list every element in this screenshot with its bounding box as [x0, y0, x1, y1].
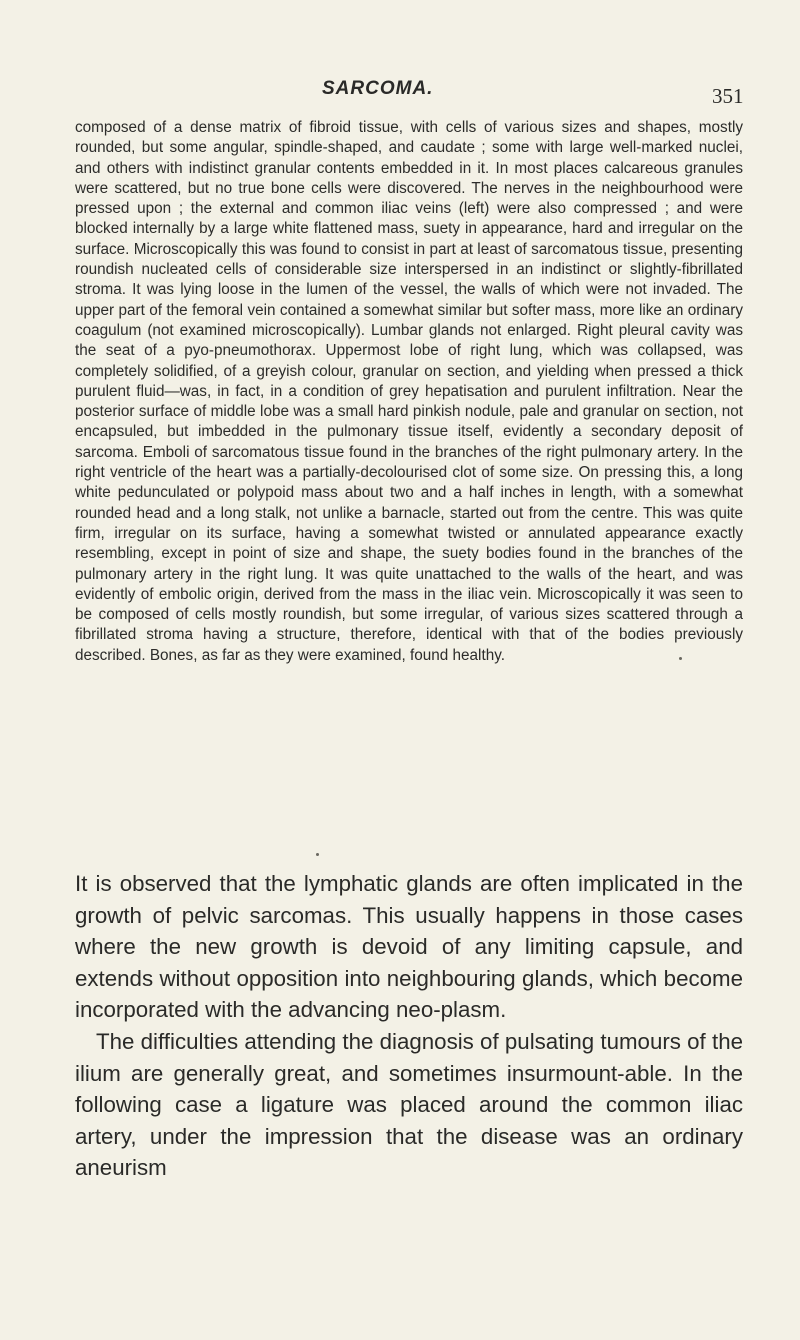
diagnosis-paragraph: The difficulties attending the diagnosis of pulsating tumours of the ilium are generally great, and sometimes insurmount-able. In the following case a ligature was placed around the common iliac artery, under the impression that the disease was an ordinary aneurism — [75, 1028, 743, 1181]
ink-speck — [679, 657, 682, 660]
running-title: SARCOMA. — [322, 78, 434, 99]
running-head — [0, 78, 800, 106]
case-report-paragraph: composed of a dense matrix of fibroid tissue, with cells of various sizes and shapes, mostly rounded, but some angular, spindle-shaped, and caudate ; some with large well-marked nuclei, and others with indistinct granular contents embedded in it. In most places calcareous granules were scattered, but no true bone cells were discovered. The nerves in the neighbourhood were pressed upon ; the external and common iliac veins (left) were also compressed ; and were blocked internally by a large white flattened mass, suety in appearance, hard and irregular on the surface. Microscopically this was found to consist in part at least of sarcomatous tissue, presenting roundish nucleated cells of considerable size interspersed in an indistinct or slightly-fibrillated stroma. It was lying loose in the lumen of the vessel, the walls of which were not invaded. The upper part of the femoral vein contained a somewhat similar but softer mass, more like an ordinary coagulum (not examined microscopically). Lumbar glands not enlarged. Right pleural cavity was the seat of a pyo-pneumothorax. Uppermost lobe of right lung, which was collapsed, was completely solidified, of a greyish colour, granular on section, and yielding when pressed a thick purulent fluid—was, in fact, in a condition of grey hepatisation and purulent infiltration. Near the posterior surface of middle lobe was a small hard pinkish nodule, pale and granular on section, not encapsuled, but imbedded in the pulmonary tissue itself, evidently a secondary deposit of sarcoma. Emboli of sarcomatous tissue found in the branches of the right pulmonary artery. In the right ventricle of the heart was a partially-decolourised clot of some size. On pressing this, a long white pedunculated or polypoid mass about two and a half inches in length, with a somewhat rounded head and a long stalk, not unlike a barnacle, started out from the centre. This was quite firm, irregular on its surface, having a somewhat twisted or annulated appearance exactly resembling, except in point of size and shape, the suety bodies found in the branches of the pulmonary artery in the right lung. It was quite unattached to the walls of the heart, and was evidently of embolic origin, derived from the mass in the iliac vein. Microscopically it was seen to be composed of cells mostly roundish, but some irregular, of various sizes scattered through a fibrillated stroma having a structure, therefore, identical with that of the bodies previously described. Bones, as far as they were examined, found healthy. — [75, 119, 743, 664]
lymphatic-glands-paragraph: It is observed that the lymphatic glands are often implicated in the growth of pelvic sarcomas. This usually happens in those cases where the new growth is devoid of any limiting capsule, and extends without opposition into neighbouring glands, which become incorporated with the advancing neo-plasm. — [75, 871, 743, 1023]
main-text — [75, 868, 743, 1184]
page-number: 351 — [712, 84, 744, 108]
ink-speck — [316, 853, 319, 856]
